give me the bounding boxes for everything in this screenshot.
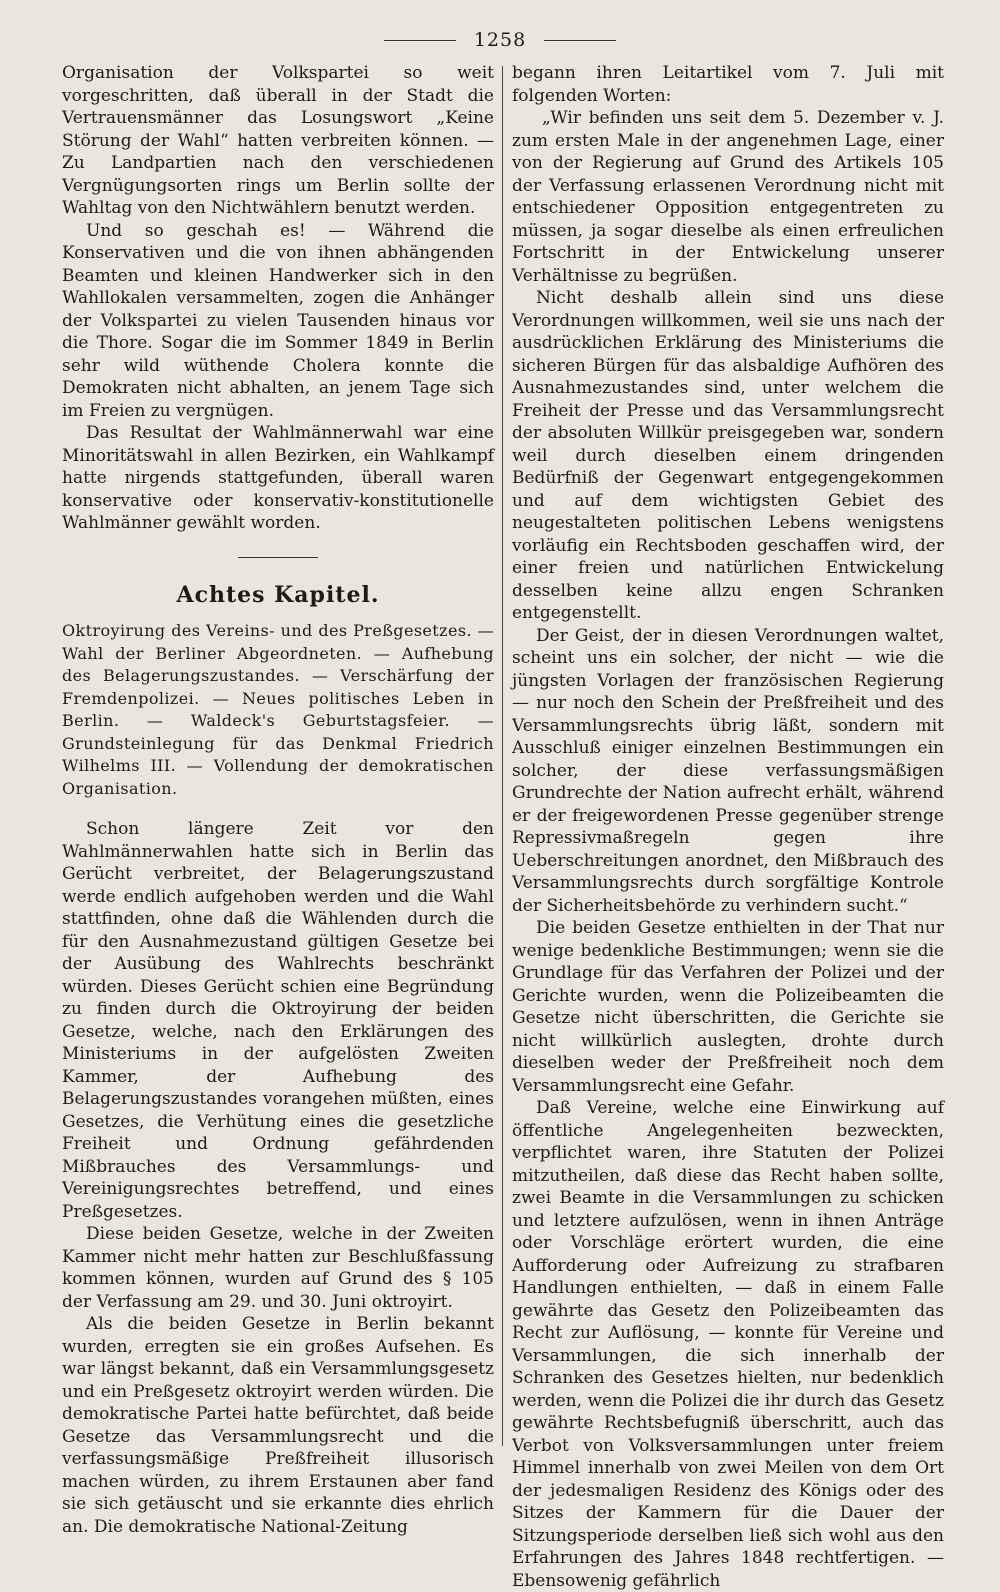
paragraph: Die beiden Gesetze enthielten in der That nur wenige bedenkliche Bestimmungen; wenn sie die Grundlage für das Verfahren der Polizei und der Gerichte wurden, wenn die Polizeibeamten die Gesetze nicht überschritten, die Gerichte sie nicht willkürlich auslegten, drohte durch dieselben weder der Preßfreiheit noch dem Versammlungsrecht eine Gefahr.	[512, 918, 944, 1096]
chapter-summary: Oktroyirung des Vereins- und des Preßgesetzes. — Wahl der Berliner Abgeordneten. — Aufhebung des Belagerungszustandes. — Verschärfung der Fremdenpolizei. — Neues politisches Leben in Berlin. — Waldeck's Geburtstagsfeier. — Grundsteinlegung für das Denkmal Friedrich Wilhelms III. — Vollendung der demokratischen Organisation.	[62, 621, 494, 798]
paragraph: Diese beiden Gesetze, welche in der Zweiten Kammer nicht mehr hatten zur Beschlußfassung kommen können, wurden auf Grund des § 105 der Verfassung am 29. und 30. Juni oktroyirt.	[62, 1224, 494, 1312]
paragraph: Als die beiden Gesetze in Berlin bekannt wurden, erregten sie ein großes Aufsehen. Es war längst bekannt, daß ein Versammlungsgesetz und ein Preßgesetz oktroyirt werden würden. Die demokratische Partei hatte befürchtet, daß beide Gesetze das Versammlungsrecht und die verfassungsmäßige Preßfreiheit illusorisch machen würden, zu ihrem Erstaunen aber fand sie sich getäuscht und sie erkannte dies ehrlich an. Die demokratische National-Zeitung	[62, 1314, 494, 1537]
paragraph: Das Resultat der Wahlmännerwahl war eine Minoritätswahl in allen Bezirken, ein Wahlkampf hatte nirgends stattgefunden, überall waren konservative oder konservativ-konstitutionelle Wahlmänner gewählt worden.	[62, 423, 494, 533]
page-header	[0, 26, 1000, 54]
paragraph: Und so geschah es! — Während die Konservativen und die von ihnen abhängenden Beamten und kleinen Handwerker sich in den Wahllokalen versammelten, zogen die Anhänger der Volkspartei zu vielen Tausenden hinaus vor die Thore. Sogar die im Sommer 1849 in Berlin sehr wild wüthende Cholera konnte die Demokraten nicht abhalten, an jenem Tage sich im Freien zu vergnügen.	[62, 220, 494, 421]
header-rule-right	[544, 40, 616, 41]
header-rule-left	[384, 40, 456, 41]
quote-paragraph: Der Geist, der in diesen Verordnungen waltet, scheint uns ein solcher, der nicht — wie die jüngsten Vorlagen der französischen Regierung — nur noch den Schein der Preßfreiheit und des Versammlungsrechts übrig läßt, sondern mit Ausschluß einiger einzelnen Bestimmungen ein solcher, der diese verfassungsmäßigen Grundrechte der Nation aufrecht erhält, während er der freigewordenen Presse gegenüber strenge Repressivmaßregeln gegen ihre Ueberschreitungen anordnet, den Mißbrauch des Versammlungsrechts durch sorgfältige Kontrole der Sicherheitsbehörde zu verhindern sucht.“	[512, 625, 944, 916]
page-number: 1258	[473, 29, 527, 51]
left-column	[62, 62, 494, 1538]
paragraph: Schon längere Zeit vor den Wahlmännerwahlen hatte sich in Berlin das Gerücht verbreitet, der Belagerungszustand werde endlich aufgehoben werden und die Wahl stattfinden, ohne daß die Wählenden durch die für den Ausnahmezustand gültigen Gesetze bei der Ausübung des Wahlrechts beschränkt würden. Dieses Gerücht schien eine Begründung zu finden durch die Oktroyirung der beiden Gesetze, welche, nach den Erklärungen des Ministeriums in der aufgelösten Zweiten Kammer, der Aufhebung des Belagerungszustandes vorangehen müßten, eines Gesetzes, die Verhütung eines die gesetzliche Freiheit und Ordnung gefährdenden Mißbrauches des Versammlungs- und Vereinigungsrechtes betreffend, und eines Preßgesetzes.	[62, 819, 494, 1222]
chapter-title: Achtes Kapitel.	[176, 581, 380, 608]
paragraph: Daß Vereine, welche eine Einwirkung auf öffentliche Angelegenheiten bezweckten, verpflichtet waren, ihre Statuten der Polizei mitzutheilen, daß diese das Recht haben sollte, zwei Beamte in die Versammlungen zu schicken und letztere aufzulösen, wenn in ihnen Anträge oder Vorschläge erörtert wurden, die eine Aufforderung oder Aufreizung zu strafbaren Handlungen enthielten, — daß in einem Falle gewährte das Gesetz den Polizeibeamten das Recht zur Auflösung, — konnte für Vereine und Versammlungen, die sich innerhalb der Schranken des Gesetzes hielten, nur bedenklich werden, wenn die Polizei die ihr durch das Gesetz gewährte Rechtsbefugniß überschritt, auch das Verbot von Volksversammlungen unter freiem Himmel innerhalb von zwei Meilen von dem Ort der jedesmaligen Residenz des Königs oder des Sitzes der Kammern für die Dauer der Sitzungsperiode derselben ließ sich wohl aus den Erfahrungen des Jahres 1848 rechtfertigen. — Ebensowenig gefährlich	[512, 1098, 944, 1591]
quote-paragraph: „Wir befinden uns seit dem 5. Dezember v. J. zum ersten Male in der angenehmen Lage, einer von der Regierung auf Grund des Artikels 105 der Verfassung erlassenen Verordnung nicht mit entschiedener Opposition entgegentreten zu müssen, ja sogar dieselbe als einen erfreulichen Fortschritt in der Entwickelung unserer Verhältnisse zu begrüßen.	[512, 108, 944, 286]
paragraph: begann ihren Leitartikel vom 7. Juli mit folgenden Worten:	[512, 63, 944, 106]
paragraph: Organisation der Volkspartei so weit vorgeschritten, daß überall in der Stadt die Vertrauensmänner das Losungswort „Keine Störung der Wahl“ hatten verbreiten können. — Zu Landpartien nach den verschiedenen Vergnügungsorten rings um Berlin sollte der Wahltag von den Nichtwählern benutzt werden.	[62, 63, 494, 218]
quote-paragraph: Nicht deshalb allein sind uns diese Verordnungen willkommen, weil sie uns nach der ausdrücklichen Erklärung des Ministeriums die sicheren Bürgen für das alsbaldige Aufhören des Ausnahmezustandes sind, unter welchem die Freiheit der Presse und das Versammlungsrecht der absoluten Willkür preisgegeben war, sondern weil durch dieselben einem dringenden Bedürfniß der Gegenwart entgegengekommen und auf dem wichtigsten Gebiet des neugestalteten politischen Lebens wenigstens vorläufig ein Rechtsboden geschaffen wird, der einer freien und natürlichen Entwickelung desselben keine allzu engen Schranken entgegenstellt.	[512, 288, 944, 623]
right-column	[512, 62, 944, 1592]
section-divider	[238, 557, 318, 558]
column-divider	[502, 66, 503, 1446]
